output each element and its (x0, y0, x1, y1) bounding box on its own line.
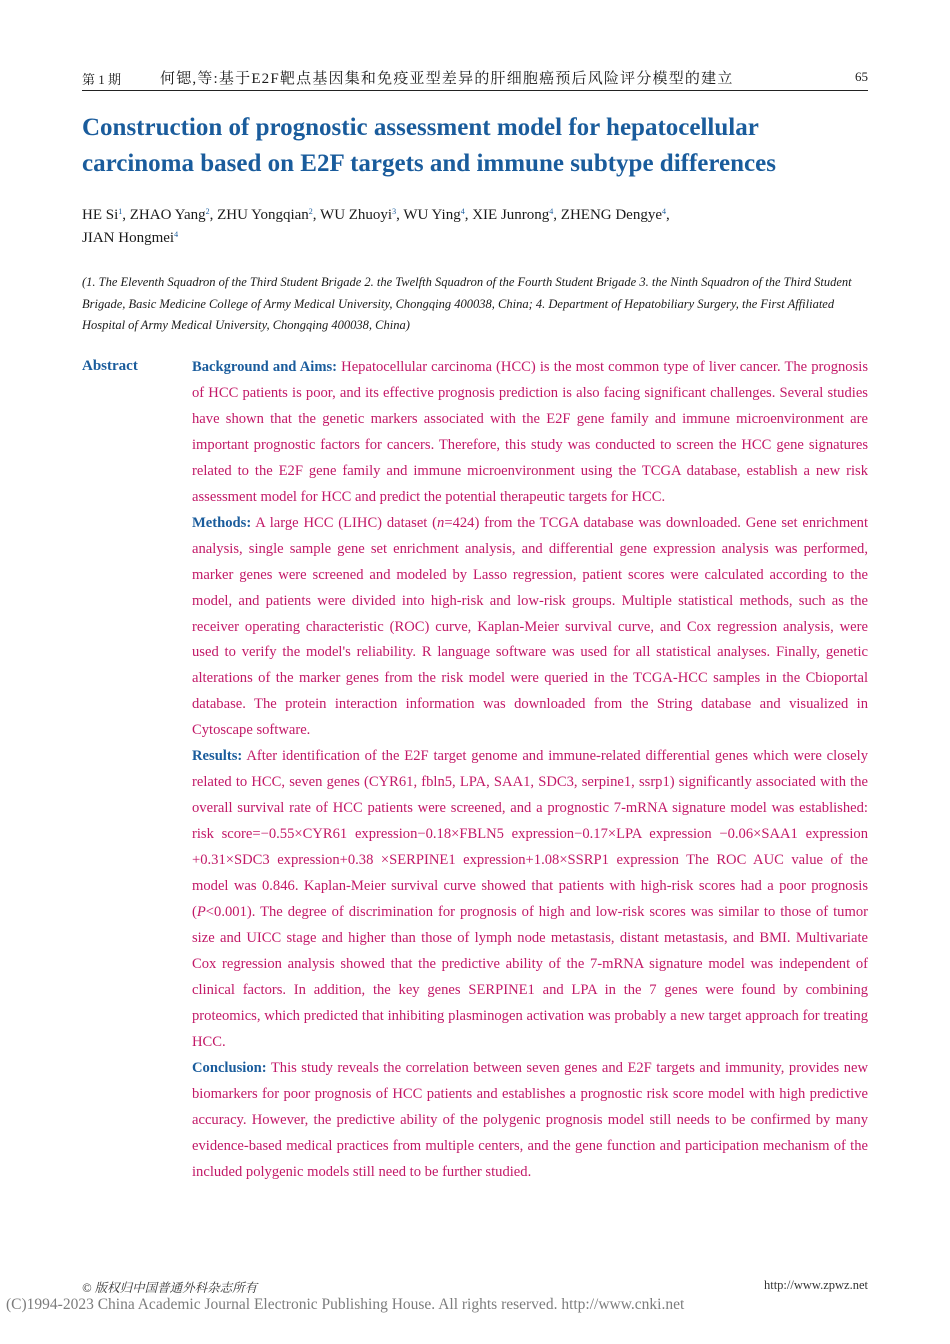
abstract-background (192, 355, 868, 511)
abstract-body (192, 355, 868, 1186)
journal-url: http://www.zpwz.net (763, 1278, 868, 1292)
abstract-methods: Methods: A large HCC (LIHC) dataset (n=424) from the TCGA database was downloaded. Gene set enrichment analysis, single sample gene set enrichment analysis, and differential gene expression analysis was performed, marker genes were screened and modeled by Lasso regression, patient scores were calculated according to the model, and patients were divided into high-risk and low-risk groups. Multiple statistical methods, such as the receiver operating characteristic (ROC) curve, Kaplan-Meier survival curve, and Cox regression analysis, were used to verify the model's reliability. R language software was used for all statistical analyses. Finally, genetic alterations of the marker genes from the risk model were queried in the TCGA-HCC samples in the Cbioportal database. The protein interaction information was downloaded from the String database and visualized in Cytoscape software. (192, 514, 869, 739)
copyright-notice: © 版权归中国普通外科杂志所有 (82, 1281, 258, 1295)
running-title: 何锶,等:基于E2F靶点基因集和免疫亚型差异的肝细胞癌预后风险评分模型的建立 (160, 71, 734, 87)
affiliations: (1. The Eleventh Squadron of the Third Student Brigade 2. the Twelfth Squadron of the Fourth Student Brigade 3. the Ninth Squadron of the Third Student Brigade, Basic Medicine College of Army Medical University, Chongqing 400038, China; 4. Department of Hepatobiliary Surgery, the First Affiliated Hospital of Army Medical University, Chongqing 400038, China) (82, 275, 852, 332)
conclusion-text: This study reveals the correlation between seven genes and E2F targets and immunity, provides new biomarkers for poor prognosis of HCC patients and establishes a prognostic risk score model with high predictive accuracy. However, the predictive ability of the polygenic prognosis model still needs to be confirmed by many evidence-based medical practices from multiple centers, and the gene function and participation mechanism of the included polygenic models still need to be further studied. (192, 1059, 869, 1180)
author: WU Ying$^4$ (403, 207, 465, 223)
author: HE Si$^1$ (82, 207, 123, 223)
results-heading: Results: (192, 748, 243, 765)
author-list: HE Si$^1$, ZHAO Yang$^2$, ZHU Yongqian$^2$, WU Zhuoyi$^3$, WU Ying$^4$, XIE Junrong$^4$, ZHENG Dengye$^4$, JIAN Hongmei$^4$ (82, 207, 670, 246)
abstract-label: Abstract (82, 358, 138, 374)
author: ZHAO Yang$^2$ (129, 207, 210, 223)
background-text: Hepatocellular carcinoma (HCC) is the most common type of liver cancer. The prognosis of HCC patients is poor, and its effective prognosis prediction is also facing significant challenges. Several studies have shown that the genetic markers associated with the E2F gene family and immune microenvironment are important prognostic factors for cancers. Therefore, this study was conducted to screen the HCC gene signatures related to the E2F gene family and immune microenvironment using the TCGA database, establish a new risk assessment model for HCC and predict the potential therapeutic targets for HCC. (192, 359, 869, 505)
methods-heading: Methods: (192, 514, 252, 531)
author: ZHENG Dengye$^4$ (560, 207, 667, 223)
running-header (82, 64, 868, 91)
title-line-2: carcinoma based on E2F targets and immune subtype differences (82, 150, 776, 177)
page-number: 65 (855, 69, 868, 84)
background-heading: Background and Aims: (192, 359, 338, 375)
abstract-conclusion (192, 1056, 868, 1186)
article-title (82, 110, 882, 182)
issue-number: 第 1 期 (82, 72, 122, 87)
author: XIE Junrong$^4$ (472, 207, 554, 223)
title-line-1: Construction of prognostic assessment model for hepatocellular (82, 114, 759, 141)
author: JIAN Hongmei$^4$ (82, 230, 179, 246)
author: ZHU Yongqian$^2$ (217, 207, 313, 223)
author: WU Zhuoyi$^3$ (320, 207, 397, 223)
cnki-watermark: (C)1994-2023 China Academic Journal Electronic Publishing House. All rights reserved. http://www.cnki.net (6, 1296, 685, 1313)
conclusion-heading: Conclusion: (192, 1059, 267, 1076)
abstract-results: Results: After identification of the E2F target genome and immune-related differential genes which were closely related to HCC, seven genes (CYR61, fbln5, LPA, SAA1, SDC3, serpine1, ssrp1) significantly associated with the overall survival rate of HCC patients were screened, and a prognostic 7-mRNA signature model was established: risk score=−0.55×CYR61 expression−0.18×FBLN5 expression−0.17×LPA expression −0.06×SAA1 expression +0.31×SDC3 expression+0.38 ×SERPINE1 expression+1.08×SSRP1 expression The ROC AUC value of the model was 0.846. Kaplan-Meier survival curve showed that patients with high-risk scores had a poor prognosis (P<0.001). The degree of discrimination for prognosis of high and low-risk scores was similar to those of tumor size and UICC stage and higher than those of lymph node metastasis, distant metastasis, and BMI. Multivariate Cox regression analysis showed that the predictive ability of the 7-mRNA signature model was independent of clinical factors. In addition, the key genes SERPINE1 and LPA in the 7 genes were found by combining proteomics, which predicted that inhibiting plasminogen activation was probably a new target approach for treating HCC. (192, 748, 868, 1050)
